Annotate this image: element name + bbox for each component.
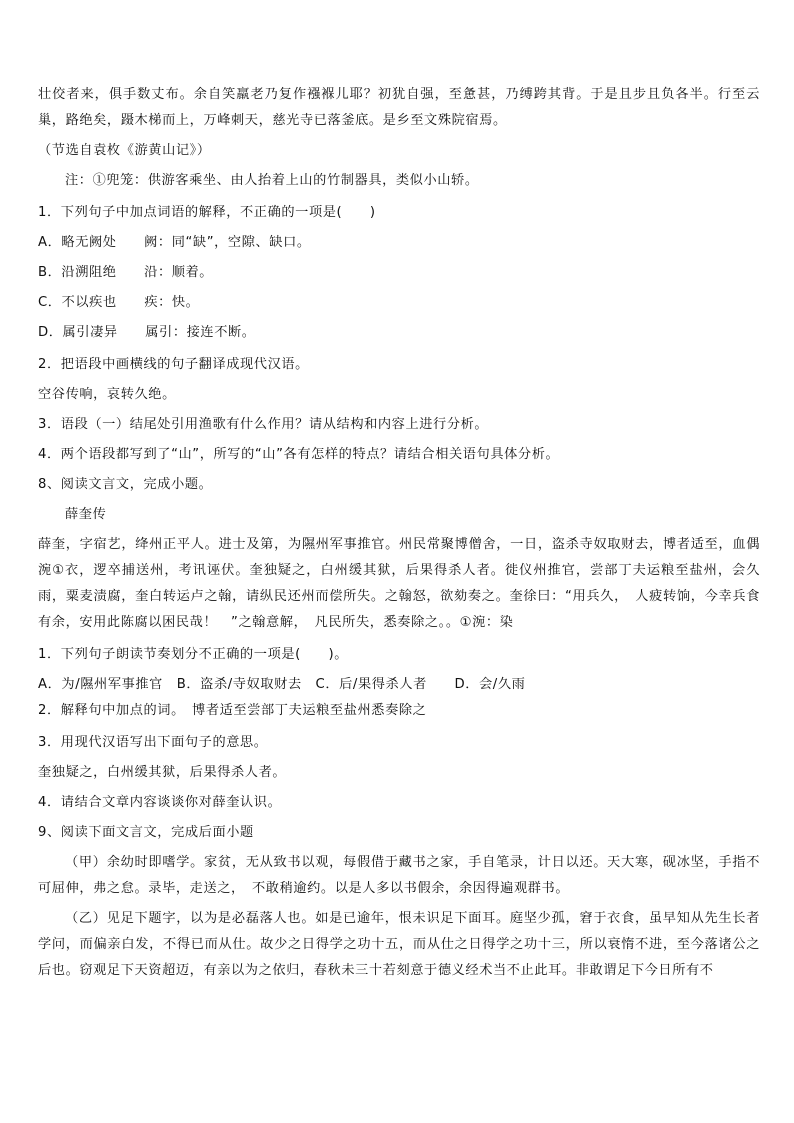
section-8-title: 薛奎传 [65,507,107,522]
question-3: 3．语段（一）结尾处引用渔歌有什么作用？请从结构和内容上进行分析。 [38,417,489,432]
section-8-question-1: 1．下列句子朗读节奏划分不正确的一项是( )。 [38,647,349,662]
section-9-passage-yi: （乙）见足下题字，以为是必磊落人也。如是已逾年，恨未识足下面耳。庭坚少孤，窘于衣食，虽早知从先生长者学问，而偏亲白发，不得已而从仕。故少之日得学之功十五，而从仕之日得学之功十三，所以衰惰不进，至今落诸公之后也。窃观足下天资超迈，有亲以为之依归，春秋未三十若刻意于德义经术当不止此耳。非敢谓足下今日所有不 [38,911,760,978]
question-2: 2．把语段中画横线的句子翻译成现代汉语。 [38,357,309,372]
section-8-heading: 8、阅读文言文，完成小题。 [38,477,213,492]
question-4: 4．两个语段都写到了“山”，所写的“山”各有怎样的特点？请结合相关语句具体分析。 [38,447,560,462]
passage-text: 壮佼者来，俱手数丈布。余自笑羸老乃复作襁褓儿耶？初犹自强，至惫甚，乃缚跨其背。于是且步且负各半。行至云巢，路绝矣，蹑木梯而上，万峰刺天，慈光寺已落釜底。是乡至文殊院宿焉。 [38,87,760,128]
option-d: D．属引凄异 属引：接连不断。 [38,325,256,340]
section-8-question-3-sentence: 奎独疑之，白州缓其狱，后果得杀人者。 [38,765,287,780]
option-c: C．不以疾也 疾：快。 [38,295,200,310]
section-8-body: 薛奎，字宿艺，绛州正平人。进士及第，为隰州军事推官。州民常聚博僧舍，一日，盗杀寺奴取财去，博者适至，血偶涴①衣，逻卒捕送州，考讯诬伏。奎独疑之，白州缓其狱，后果得杀人者。徙仪州推官，尝部丁夫运粮至盐州，会久雨，粟麦渍腐，奎白转运卢之翰，请纵民还州而偿所失。之翰怒，欲劾奏之。奎徐曰：“用兵久， 人疲转饷，今幸兵食有余，安用此陈腐以困民哉！ ”之翰意解， 凡民所失，悉奏除之。。①涴：染 [38,537,760,630]
section-8-question-2: 2．解释句中加点的词。 博者适至尝部丁夫运粮至盐州悉奏除之 [38,703,427,718]
section-9-passage-jia: （甲）余幼时即嗜学。家贫，无从致书以观，每假借于藏书之家，手自笔录，计日以还。天大寒，砚冰坚，手指不可屈伸，弗之怠。录毕，走送之， 不敢稍逾约。以是人多以书假余，余因得遍观群书。 [38,855,760,896]
question-2-sentence: 空谷传响，哀转久绝。 [38,387,176,402]
passage-note: 注：①兜笼：供游客乘坐、由人抬着上山的竹制器具，类似小山轿。 [65,173,479,188]
question-1: 1．下列句子中加点词语的解释，不正确的一项是( ) [38,205,376,220]
option-b: B．沿溯阻绝 沿：顺着。 [38,265,214,280]
section-8-question-1-options: A．为/隰州军事推官 B．盗杀/寺奴取财去 C．后/果得杀人者 D．会/久雨 [38,677,526,692]
option-a: A．略无阙处 阙：同“缺”，空隙、缺口。 [38,235,311,250]
section-8-question-4: 4．请结合文章内容谈谈你对薛奎认识。 [38,795,282,810]
section-9-heading: 9、阅读下面文言文，完成后面小题 [38,825,254,840]
document-page [38,82,760,984]
section-8-question-3: 3．用现代汉语写出下面句子的意思。 [38,735,268,750]
passage-source: （节选自袁枚《游黄山记》） [38,143,211,158]
